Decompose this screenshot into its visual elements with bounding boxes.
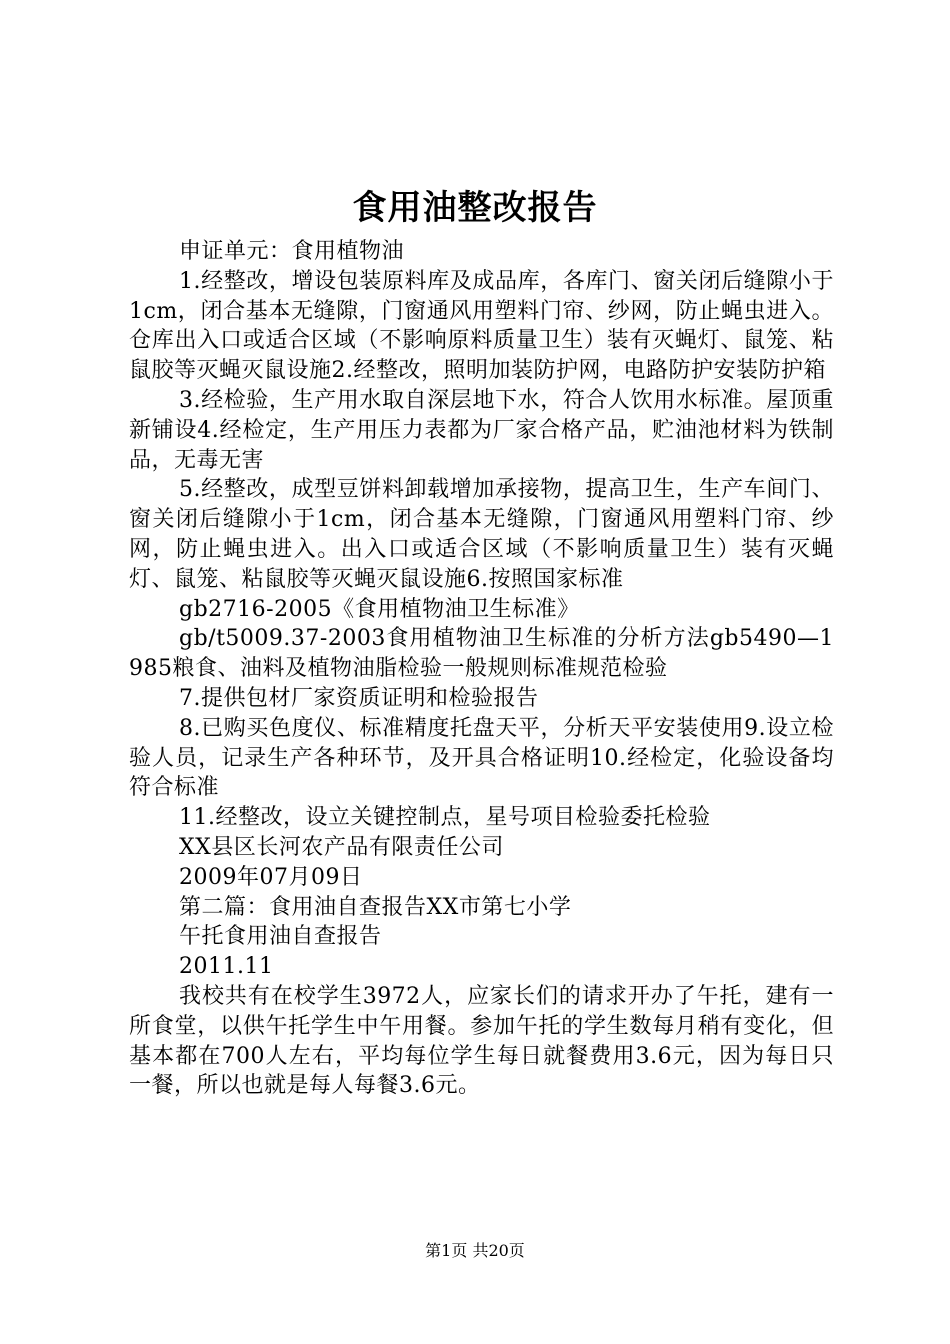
- paragraph-item-8-10: 8.已购买色度仪、标准精度托盘天平，分析天平安装使用9.设立检验人员，记录生产各种环节，及开具合格证明10.经检定，化验设备均符合标准: [129, 715, 834, 801]
- paragraph-item-11: 11.经整改，设立关键控制点，星号项目检验委托检验: [179, 805, 711, 831]
- document-title: 食用油整改报告: [352, 188, 598, 228]
- paragraph-standard-gb5009: gb/t5009.37-2003食用植物油卫生标准的分析方法gb5490—1985粮食、油料及植物油脂检验一般规则标准规范检验: [129, 626, 834, 682]
- paragraph-second-article-heading: 第二篇：食用油自查报告XX市第七小学: [179, 894, 572, 920]
- paragraph-school-summary: 我校共有在校学生3972人，应家长们的请求开办了午托，建有一所食堂，以供午托学生中午用餐。参加午托的学生数每月稍有变化，但基本都在700人左右，平均每位学生每日就餐费用3.6元，因为每日只一餐，所以也就是每人每餐3.6元。: [129, 983, 834, 1099]
- paragraph-application-unit: 申证单元：食用植物油: [179, 239, 405, 264]
- paragraph-second-article-title: 午托食用油自查报告: [179, 924, 382, 950]
- paragraph-item-1-2: 1.经整改，增设包装原料库及成品库，各库门、窗关闭后缝隙小于1cm，闭合基本无缝隙，门窗通风用塑料门帘、纱网，防止蝇虫进入。仓库出入口或适合区域（不影响原料质量卫生）装有灭蝇灯、鼠笼、粘鼠胶等灭蝇灭鼠设施2.经整改，照明加装防护网，电路防护安装防护箱: [129, 268, 834, 384]
- paragraph-company-name: XX县区长河农产品有限责任公司: [179, 834, 504, 860]
- paragraph-standard-gb2716: gb2716-2005《食用植物油卫生标准》: [179, 596, 580, 622]
- paragraph-item-3-4: 3.经检验，生产用水取自深层地下水，符合人饮用水标准。屋顶重新铺设4.经检定，生产用压力表都为厂家合格产品，贮油池材料为铁制品，无毒无害: [129, 387, 834, 473]
- paragraph-item-7: 7.提供包材厂家资质证明和检验报告: [179, 685, 539, 711]
- document-body: [129, 237, 834, 1101]
- paragraph-second-article-date: 2011.11: [179, 954, 274, 980]
- paragraph-date: 2009年07月09日: [179, 864, 363, 890]
- page-footer: 第1页 共20页: [425, 1241, 525, 1260]
- paragraph-item-5-6: 5.经整改，成型豆饼料卸载增加承接物，提高卫生，生产车间门、窗关闭后缝隙小于1cm，闭合基本无缝隙，门窗通风用塑料门帘、纱网，防止蝇虫进入。出入口或适合区域（不影响质量卫生）装有灭蝇灯、鼠笼、粘鼠胶等灭蝇灭鼠设施6.按照国家标准: [129, 477, 834, 592]
